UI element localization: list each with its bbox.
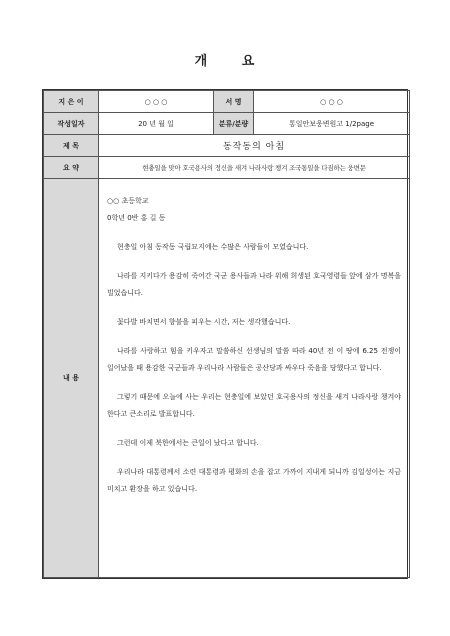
category-label: 분류/분량 bbox=[214, 113, 254, 135]
form-table bbox=[43, 90, 410, 578]
date-label: 작성일자 bbox=[44, 113, 99, 135]
sign-value: ○ ○ ○ bbox=[254, 91, 410, 113]
author-value: ○ ○ ○ bbox=[99, 91, 214, 113]
paragraph: 꽃다발 바치면서 향불을 피우는 시간, 저는 생각했습니다. bbox=[117, 318, 291, 326]
paragraph: 그런데 이제 북한에서는 큰일이 났다고 합니다. bbox=[117, 439, 259, 447]
page-title bbox=[0, 50, 450, 69]
paragraph: 나라를 지키다가 용감히 죽어간 국군 용사들과 나라 위해 희생된 호국영령들 앞에 삼가 명복을 빌었습니다. bbox=[107, 272, 401, 297]
paragraph: 우리나라 대통령께서 소련 대통령과 평화의 손을 잡고 가까이 지내게 되니까 김일성이는 지금 미치고 환장을 하고 있습니다. bbox=[107, 468, 401, 493]
paragraph: 현충일 아침 동작동 국립묘지에는 수많은 사람들이 모였습니다. bbox=[117, 243, 309, 251]
student-name: 0학년 0반 홍 길 동 bbox=[107, 214, 166, 222]
summary-label: 요 약 bbox=[44, 157, 99, 179]
content-label: 내 용 bbox=[44, 179, 99, 578]
author-label: 지 은 이 bbox=[44, 91, 99, 113]
subject-label: 제 목 bbox=[44, 135, 99, 157]
page-title-part-2: 요 bbox=[241, 54, 256, 69]
paragraph: 그렇기 때문에 오늘에 사는 우리는 현충일에 보았던 호국용사의 정신을 새겨 나라사랑 챙겨야 한다고 큰소리로 발표합니다. bbox=[107, 393, 401, 418]
category-value: 통일안보웅변원고 1/2page bbox=[254, 113, 410, 135]
page-title-part-1: 개 bbox=[194, 54, 209, 69]
paragraph: 나라를 사랑하고 힘을 키우자고 말씀하신 선생님의 말씀 따라 40년 전 이 땅에 6.25 전쟁이 일어났을 때 용감한 국군들과 우리나라 사람들은 공산당과 싸우다 죽음을 당했다고 합니다. bbox=[107, 347, 401, 372]
speech-body bbox=[99, 179, 410, 578]
summary-value: 현충일을 맞아 호국용사의 정신을 새겨 나라사랑 챙겨 조국통일을 다짐하는 웅변문 bbox=[99, 157, 410, 179]
speech-form bbox=[42, 89, 408, 579]
school-name: ○○ 초등학교 bbox=[107, 197, 149, 205]
date-value: 20 년 월 일 bbox=[99, 113, 214, 135]
subject-value: 동작동의 아침 bbox=[99, 135, 410, 157]
sign-label: 서 명 bbox=[214, 91, 254, 113]
